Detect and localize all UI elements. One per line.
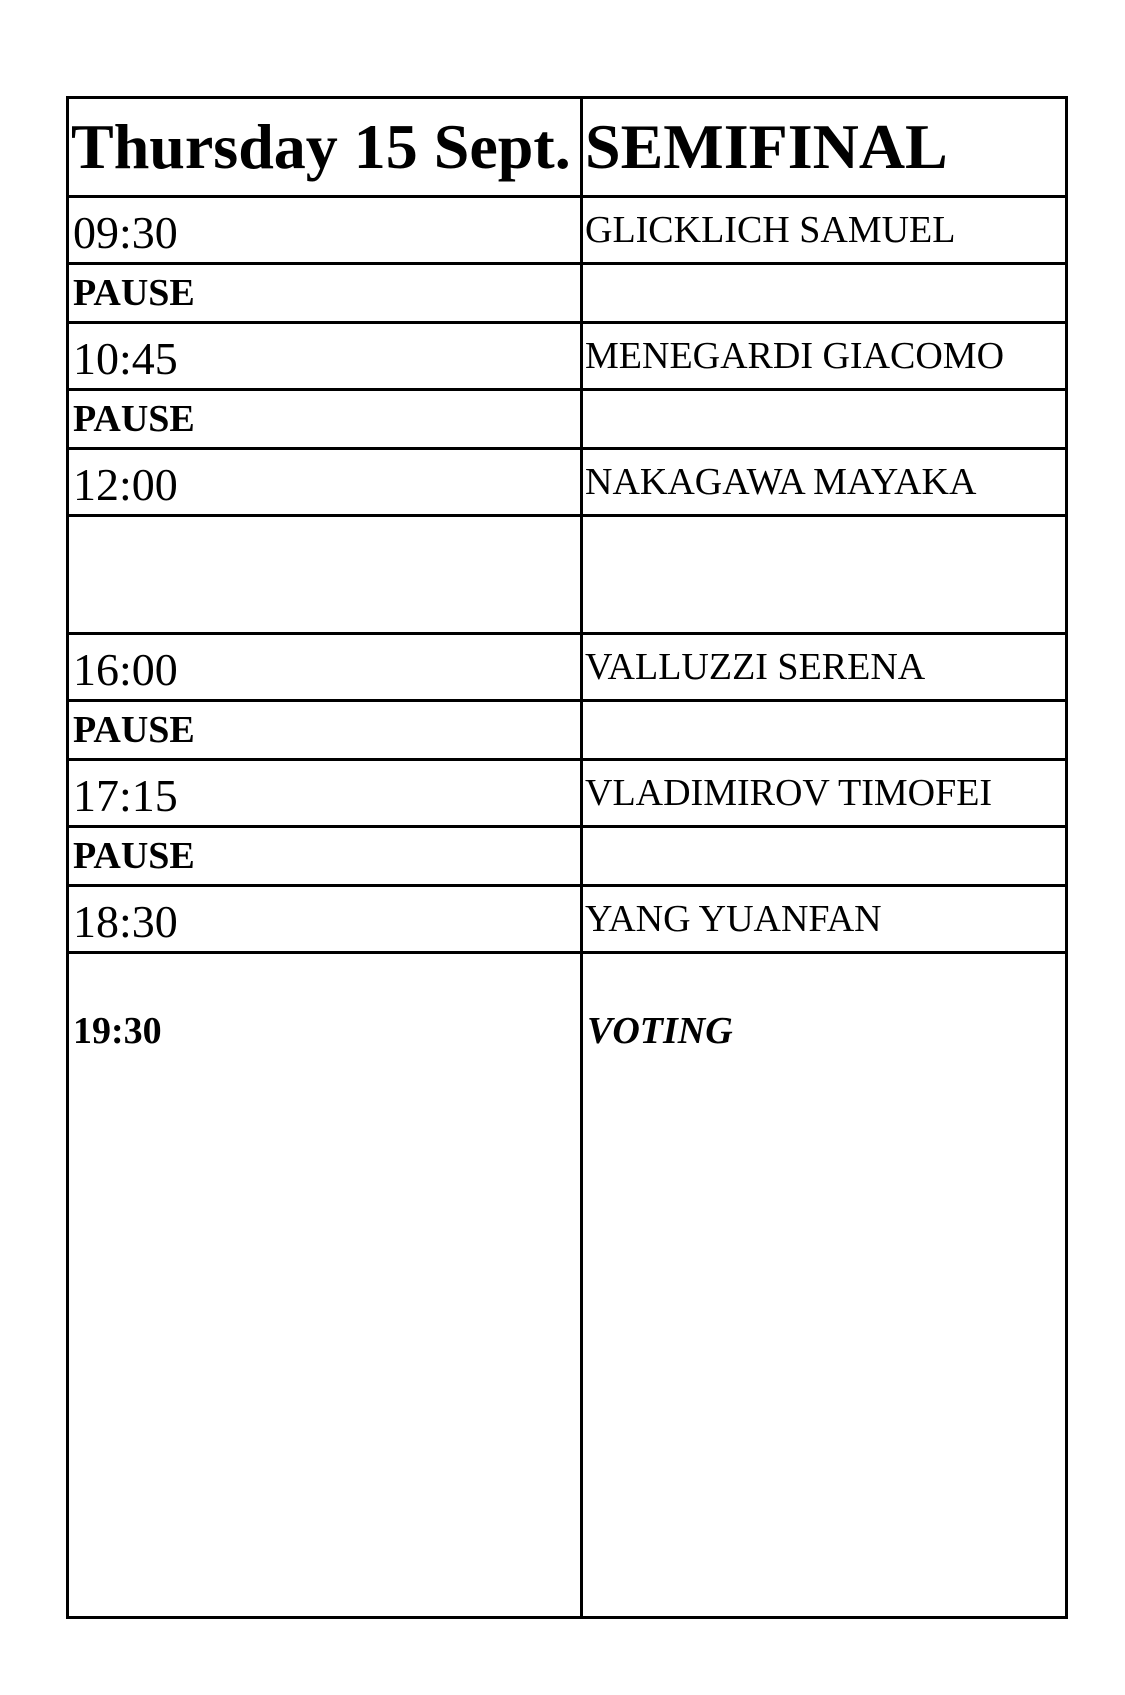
slot-candidate: GLICKLICH SAMUEL bbox=[582, 197, 1067, 264]
schedule-title: SEMIFINAL bbox=[582, 98, 1067, 197]
break-row bbox=[68, 516, 1067, 634]
slot-candidate: MENEGARDI GIACOMO bbox=[582, 323, 1067, 390]
slot-time: 16:00 bbox=[68, 634, 582, 701]
pause-label: PAUSE bbox=[68, 827, 582, 886]
empty-cell bbox=[582, 827, 1067, 886]
schedule-table bbox=[66, 96, 1068, 1619]
table-row bbox=[68, 323, 1067, 390]
empty-cell bbox=[68, 516, 582, 634]
slot-candidate: YANG YUANFAN bbox=[582, 886, 1067, 953]
table-row bbox=[68, 634, 1067, 701]
voting-row bbox=[68, 953, 1067, 1618]
empty-cell bbox=[582, 701, 1067, 760]
schedule-date: Thursday 15 Sept. bbox=[68, 98, 582, 197]
slot-candidate: VALLUZZI SERENA bbox=[582, 634, 1067, 701]
pause-row bbox=[68, 390, 1067, 449]
empty-cell bbox=[582, 516, 1067, 634]
pause-label: PAUSE bbox=[68, 390, 582, 449]
slot-candidate: VLADIMIROV TIMOFEI bbox=[582, 760, 1067, 827]
pause-row bbox=[68, 827, 1067, 886]
table-row bbox=[68, 886, 1067, 953]
table-row bbox=[68, 760, 1067, 827]
table-row bbox=[68, 197, 1067, 264]
slot-time: 18:30 bbox=[68, 886, 582, 953]
slot-time: 10:45 bbox=[68, 323, 582, 390]
slot-time: 12:00 bbox=[68, 449, 582, 516]
pause-row bbox=[68, 264, 1067, 323]
voting-label: VOTING bbox=[582, 953, 1067, 1618]
pause-row bbox=[68, 701, 1067, 760]
slot-time: 09:30 bbox=[68, 197, 582, 264]
empty-cell bbox=[582, 264, 1067, 323]
empty-cell bbox=[582, 390, 1067, 449]
slot-candidate: NAKAGAWA MAYAKA bbox=[582, 449, 1067, 516]
header-row bbox=[68, 98, 1067, 197]
pause-label: PAUSE bbox=[68, 701, 582, 760]
voting-time: 19:30 bbox=[68, 953, 582, 1618]
table-row bbox=[68, 449, 1067, 516]
slot-time: 17:15 bbox=[68, 760, 582, 827]
pause-label: PAUSE bbox=[68, 264, 582, 323]
